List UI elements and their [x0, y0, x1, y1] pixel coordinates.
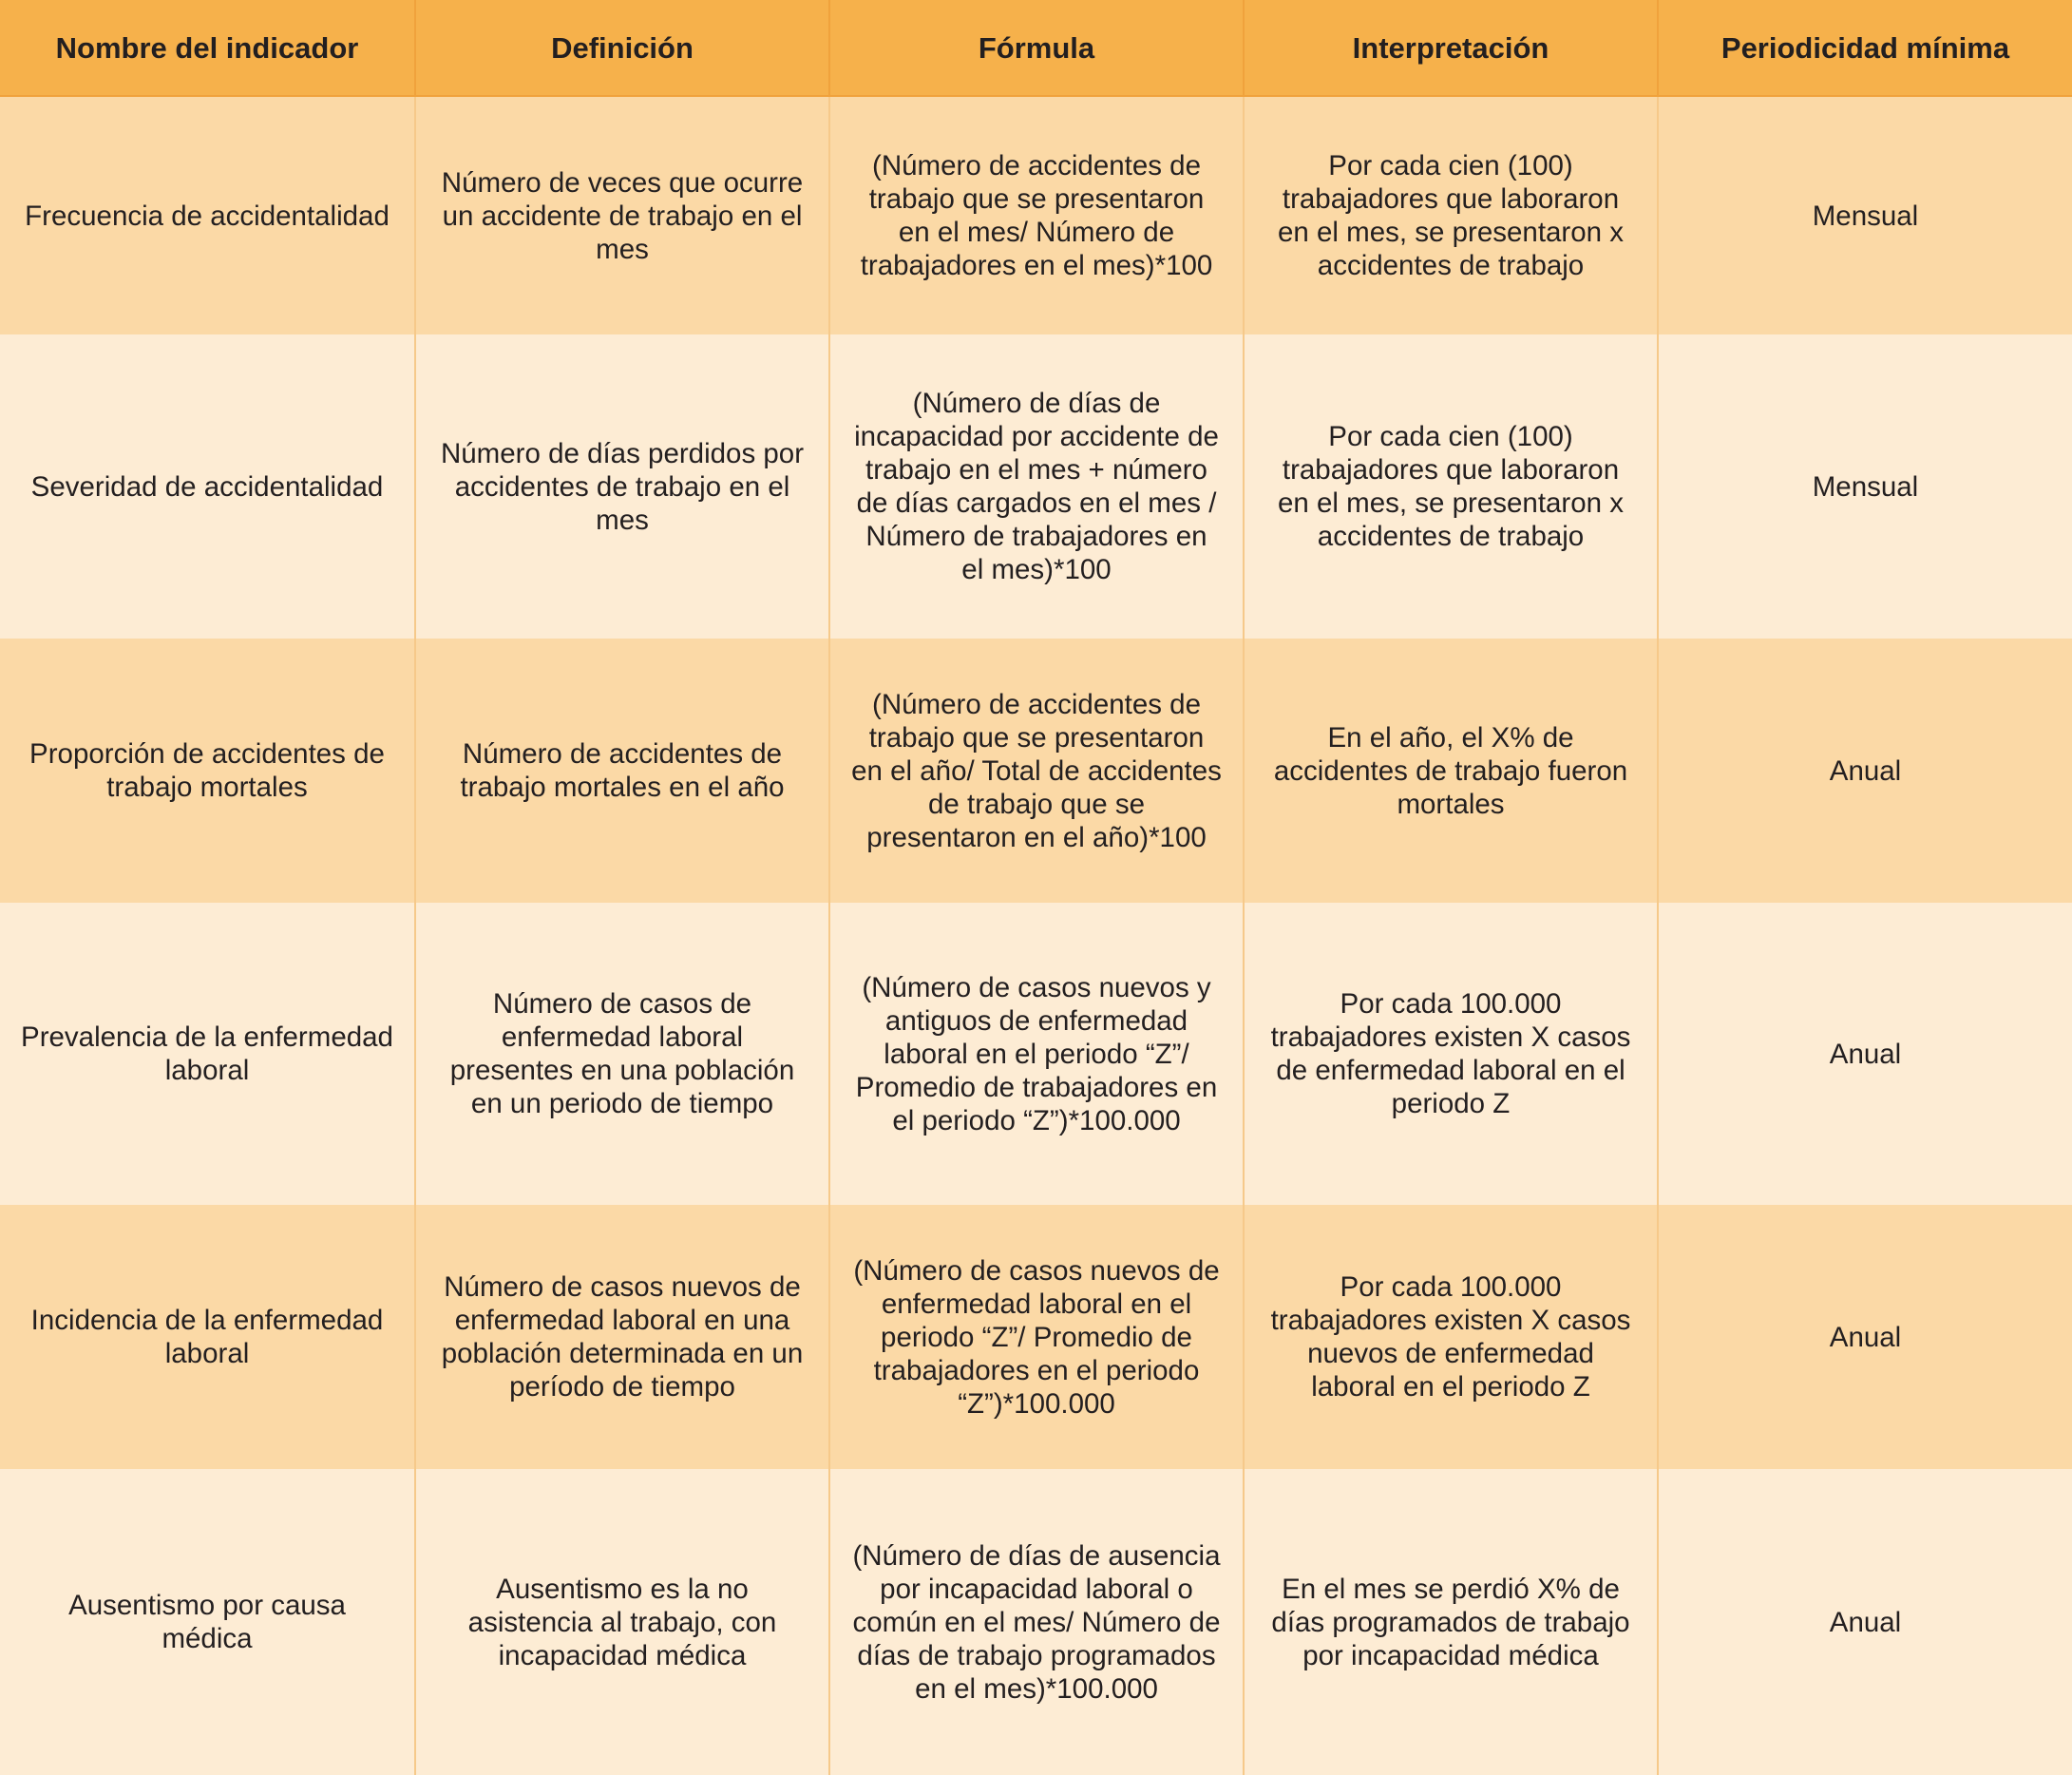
- cell-nombre: Ausentismo por causa médica: [0, 1469, 415, 1775]
- table-row: [0, 96, 2072, 334]
- header-nombre-del-indicador: Nombre del indicador: [0, 0, 415, 96]
- cell-formula: (Número de días de ausencia por incapacidad laboral o común en el mes/ Número de días de trabajo programados en el mes)*100.000: [829, 1469, 1244, 1775]
- table-row: [0, 639, 2072, 903]
- table-row: [0, 1205, 2072, 1469]
- cell-interpretacion: En el año, el X% de accidentes de trabajo fueron mortales: [1244, 639, 1658, 903]
- header-formula: Fórmula: [829, 0, 1244, 96]
- cell-definicion: Número de días perdidos por accidentes de trabajo en el mes: [415, 334, 829, 639]
- header-interpretacion: Interpretación: [1244, 0, 1658, 96]
- cell-definicion: Número de casos nuevos de enfermedad laboral en una población determinada en un período de tiempo: [415, 1205, 829, 1469]
- cell-interpretacion: Por cada cien (100) trabajadores que laboraron en el mes, se presentaron x accidentes de trabajo: [1244, 96, 1658, 334]
- cell-formula: (Número de casos nuevos de enfermedad laboral en el periodo “Z”/ Promedio de trabajadores en el periodo “Z”)*100.000: [829, 1205, 1244, 1469]
- cell-periodicidad: Mensual: [1658, 96, 2072, 334]
- cell-periodicidad: Anual: [1658, 903, 2072, 1205]
- cell-formula: (Número de accidentes de trabajo que se presentaron en el año/ Total de accidentes de trabajo que se presentaron en el año)*100: [829, 639, 1244, 903]
- cell-definicion: Número de veces que ocurre un accidente de trabajo en el mes: [415, 96, 829, 334]
- cell-interpretacion: En el mes se perdió X% de días programados de trabajo por incapacidad médica: [1244, 1469, 1658, 1775]
- cell-periodicidad: Anual: [1658, 1205, 2072, 1469]
- table-row: [0, 334, 2072, 639]
- header-row: [0, 0, 2072, 96]
- cell-definicion: Número de casos de enfermedad laboral presentes en una población en un periodo de tiempo: [415, 903, 829, 1205]
- table-row: [0, 903, 2072, 1205]
- cell-nombre: Prevalencia de la enfermedad laboral: [0, 903, 415, 1205]
- cell-definicion: Número de accidentes de trabajo mortales en el año: [415, 639, 829, 903]
- cell-nombre: Severidad de accidentalidad: [0, 334, 415, 639]
- cell-definicion: Ausentismo es la no asistencia al trabajo, con incapacidad médica: [415, 1469, 829, 1775]
- cell-periodicidad: Anual: [1658, 1469, 2072, 1775]
- cell-nombre: Frecuencia de accidentalidad: [0, 96, 415, 334]
- header-definicion: Definición: [415, 0, 829, 96]
- cell-periodicidad: Mensual: [1658, 334, 2072, 639]
- cell-periodicidad: Anual: [1658, 639, 2072, 903]
- cell-formula: (Número de accidentes de trabajo que se presentaron en el mes/ Número de trabajadores en el mes)*100: [829, 96, 1244, 334]
- cell-interpretacion: Por cada 100.000 trabajadores existen X casos nuevos de enfermedad laboral en el periodo Z: [1244, 1205, 1658, 1469]
- header-periodicidad-minima: Periodicidad mínima: [1658, 0, 2072, 96]
- cell-nombre: Proporción de accidentes de trabajo mortales: [0, 639, 415, 903]
- cell-nombre: Incidencia de la enfermedad laboral: [0, 1205, 415, 1469]
- cell-interpretacion: Por cada cien (100) trabajadores que laboraron en el mes, se presentaron x accidentes de trabajo: [1244, 334, 1658, 639]
- table-row: [0, 1469, 2072, 1775]
- cell-formula: (Número de casos nuevos y antiguos de enfermedad laboral en el periodo “Z”/ Promedio de trabajadores en el periodo “Z”)*100.000: [829, 903, 1244, 1205]
- cell-interpretacion: Por cada 100.000 trabajadores existen X casos de enfermedad laboral en el periodo Z: [1244, 903, 1658, 1205]
- cell-formula: (Número de días de incapacidad por accidente de trabajo en el mes + número de días cargados en el mes / Número de trabajadores en el mes)*100: [829, 334, 1244, 639]
